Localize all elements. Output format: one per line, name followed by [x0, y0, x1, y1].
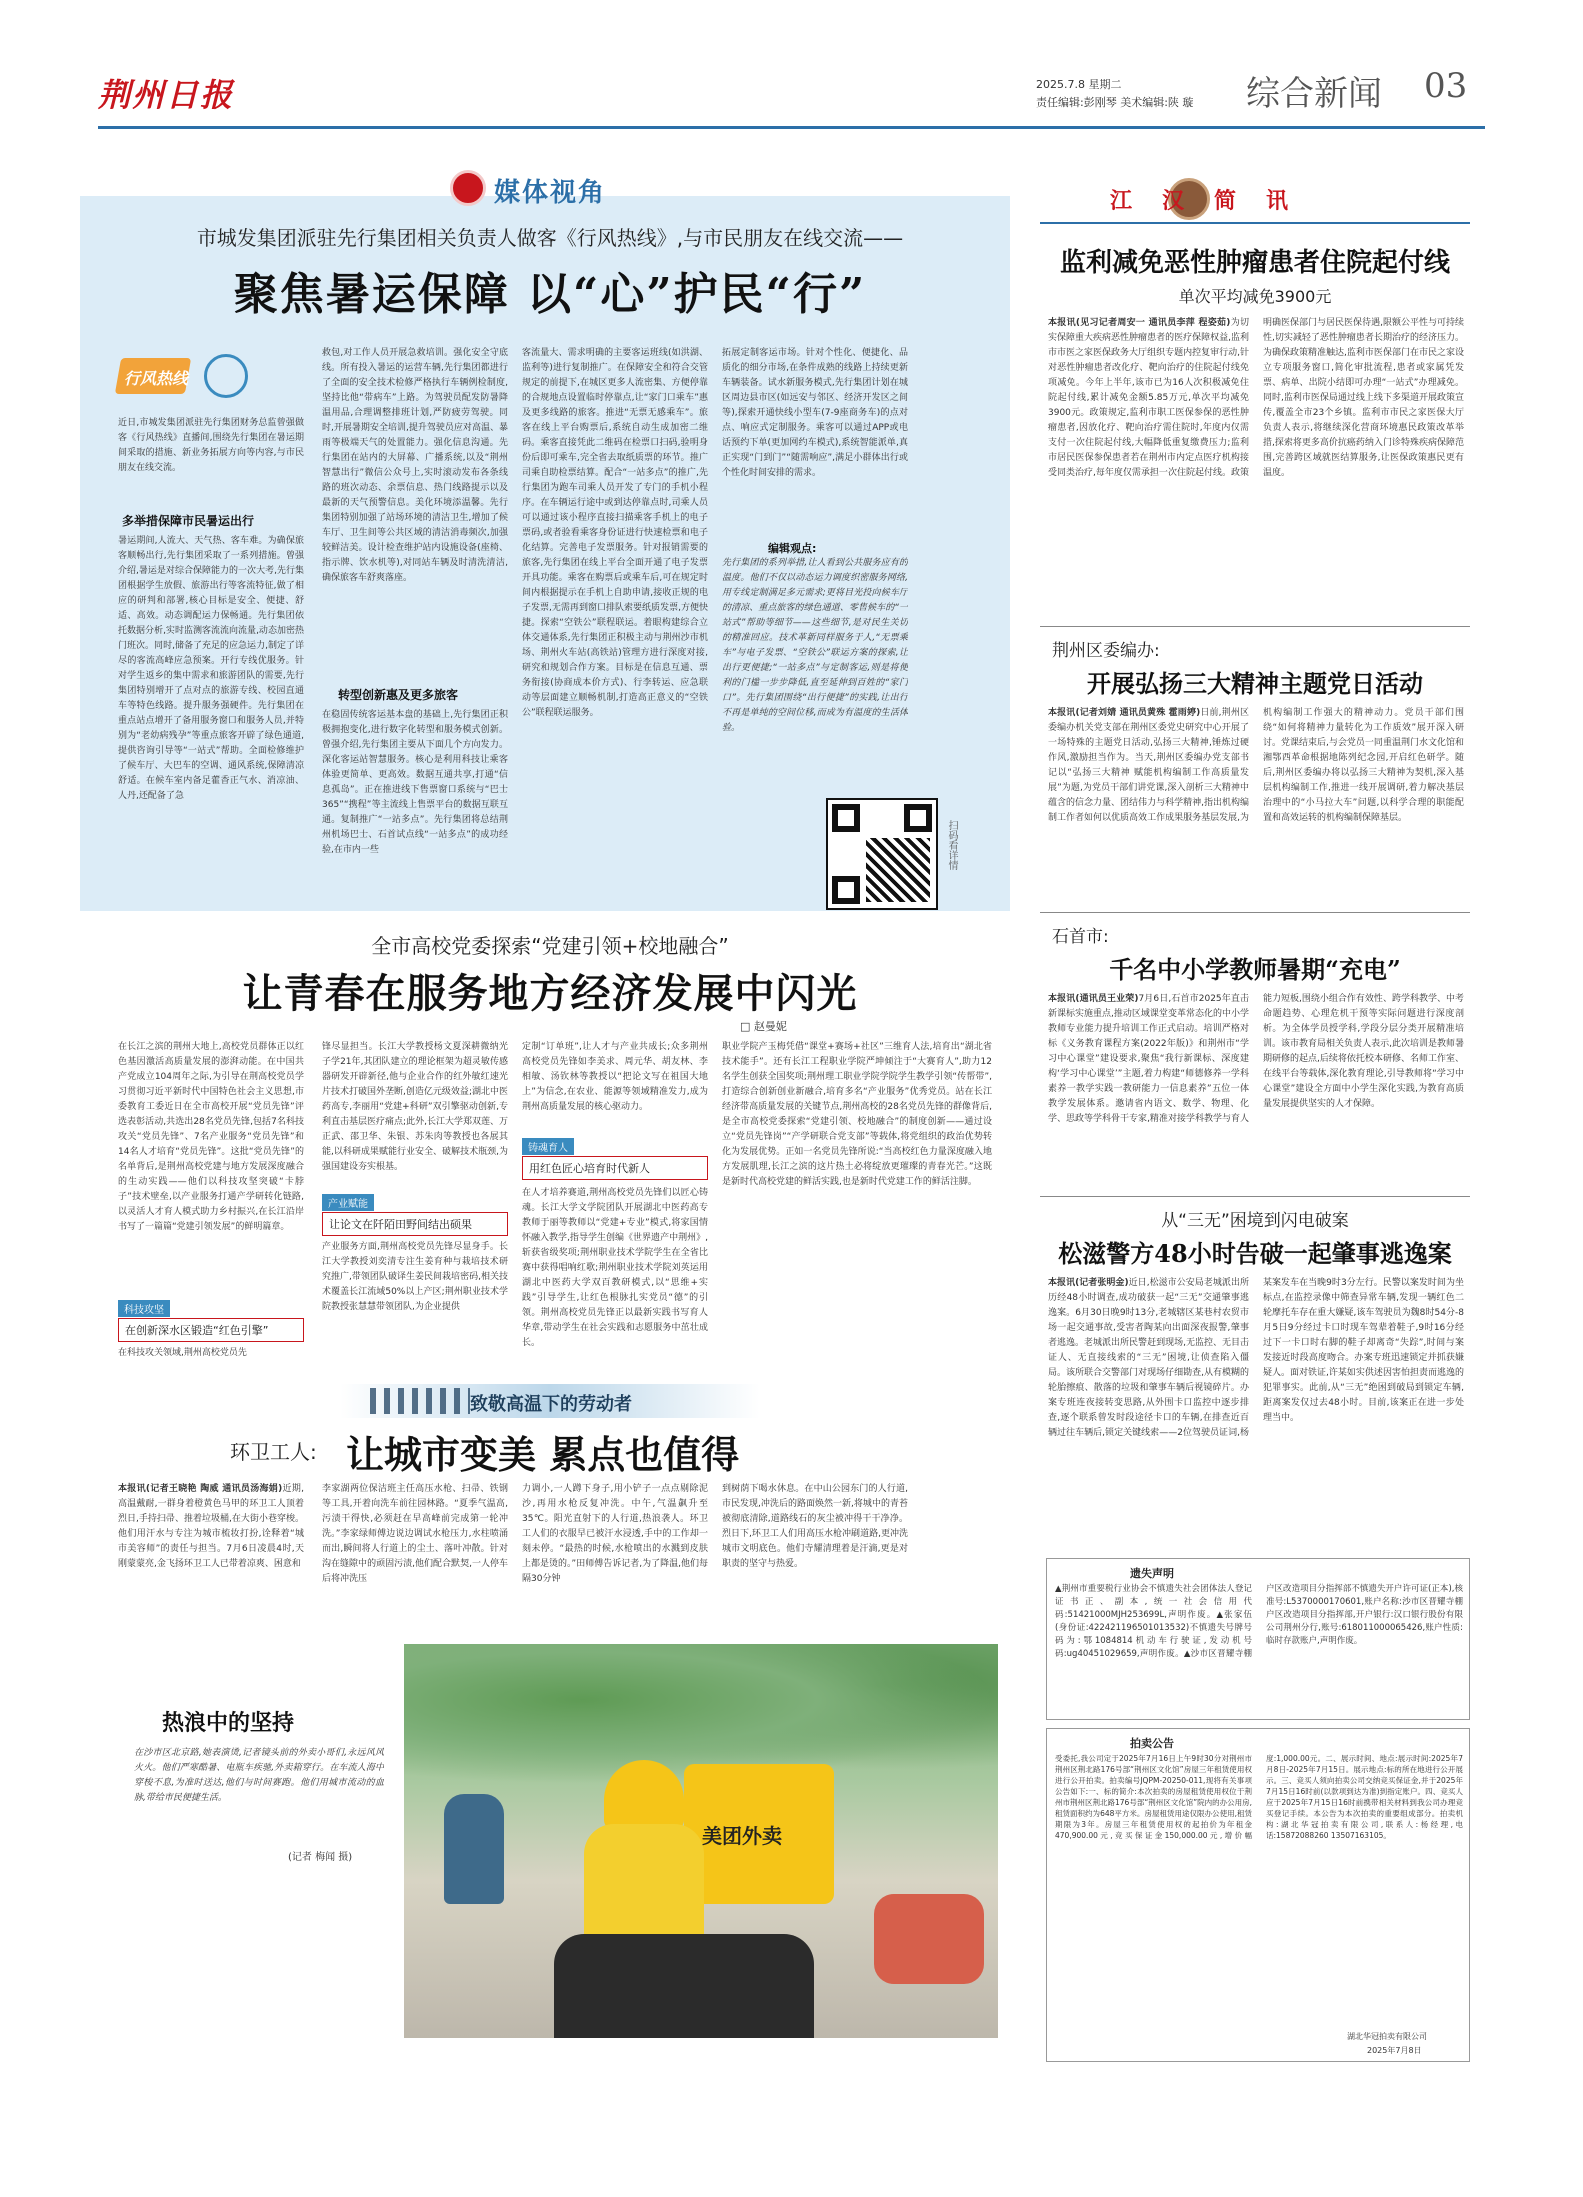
qr-caption: 扫码看详情	[946, 820, 957, 870]
media-col-3: 客流量大、需求明确的主要客运班线(如洪湖、监利等)进行复制推广。在保障安全和符合交管规定的前提下,在城区更多人流密集、方便停靠的合规地点设置临时停靠点,让“家门口乘车”惠及更多线路的旅客。推进“无票无感乘车”。旅客在线上平台购票后,系统自动生成加密二维码。乘客直接凭此二维码在检票口扫码,验明身份后即可乘车,完全省去取纸质票的环节。推广司乘自助检票结算。配合“一站多点”的推广,先行集团为跑车司乘人员开发了专门的手机小程序。在车辆运行途中或到达停靠点时,司乘人员可以通过该小程序直接扫描乘客手机上的电子票码,或者验看乘客身份证进行快速检票和电子化结算。完善电子发票服务。针对报销需要的旅客,先行集团在线上平台全面开通了电子发票开具功能。乘客在购票后或乘车后,可在规定时间内根据提示在手机上自助申请,接收正规的电子发票,无需再到窗口排队索要纸质发票,方便快捷。探索“空铁公”联程联运。着眼构建综合立体交通体系,先行集团正积极主动与荆州沙市机场、荆州火车站(高铁站)管理方进行深度对接,研究和规划合作方案。目标是在信息互通、票务衔接(协商成本价方式)、行李转运、应急联动等层面建立顺畅机制,打造高正意义的“空铁公”联程联运服务。	[522, 348, 708, 718]
youth-col-2b: 产业服务方面,荆州高校党员先锋尽显身手。长江大学教授刘奕清专注生姜育种与栽培技术研究推广,带领团队破译生姜民间栽培密码,相关技术覆盖长江流域50%以上产区;荆州职业技术学院教授张慧慧带领团队,为企业提供	[322, 1242, 508, 1312]
photo-title: 热浪中的坚持	[162, 1710, 295, 1736]
heat-banner-text: 致敬高温下的劳动者	[470, 1394, 632, 1415]
youth-col-4: 职业学院产玉梅凭借“课堂+赛场+社区”三维育人法,培育出“湖北省技术能手”。还有长江工程职业学院严坤倾注于“大赛育人”,助力12名学生创获全国奖项;荆州理工职业学院学院学生教学引领“传帮带”,打造综合创新创业新融合,培育多名“产业服务”优秀党员。站在长江经济带高质量发展的关键节点,荆州高校的28名党员先锋的群像背后,是全市高校党委探索“党建引领、校地融合”的制度创新——通过设立“党员先锋岗”“产学研联合党支部”等载体,将党组织的政治优势转化为发展优势。正如一名党员先锋所说:“当高校红色力量深度融入地方发展肌理,长江之滨的这片热土必将绽放更璀璨的青春光芒。”这既是新时代高校党建的鲜活实践,也是新时代党建工作的鲜活注脚。	[722, 1042, 992, 1187]
story4-title: 松滋警方48小时告破一起肇事逃逸案	[1058, 1239, 1452, 1268]
heat-col-3: 力调小,一人蹲下身子,用小铲子一点点剔除泥沙,再用水枪反复冲洗。中午,气温飙升至35℃。阳光直射下的人行道,热浪袭人。环卫工人们的衣服早已被汗水浸透,手中的工作却一刻未停。“最热的时候,水枪喷出的水溅到皮肤上都是烫的。”田师傅告诉记者,为了降温,他们每隔30分钟	[522, 1484, 708, 1584]
story1-text: 为切实保障重大疾病恶性肿瘤患者的医疗保障权益,监利市市医之家医保政务大厅组织专题内控复审行动,针对恶性肿瘤患者改化疗、靶向治疗的住院起付线免项减免。今年上半年,该市已为16人次积极减免住院起付线,累计减免金额5.85万元,单次平均减免3900元。政策规定,监利市职工医保参保的恶性肿瘤患者,因放化疗、靶向治疗需住院时,年度内仅需支付一次住院起付线,大幅降低重复缴费压力;监利市居民医保参保患者若在荆州市内定点医疗机构接受同类治疗,每年度仅需承担一次住院起付线。政策明确医保部门与居民医保待遇,限额公平性与可持续性,切实减轻了恶性肿瘤患者长期治疗的经济压力。为确保政策精准触达,监利市医保部门在市民之家设立专项服务窗口,简化审批流程,患者或家属凭发票、病单、出院小结即可办理“一站式”办理减免。同时,监利市医保局通过线上线下多渠道开展政策宣传,覆盖全市23个乡镇。监利市市民之家医保大厅负责人表示,将继续深化营商环境惠民政策改革举措,探索将更多高价抗癌药纳入门诊特殊疾病保障范围,完善跨区域就医结算服务,让医保政策惠民更有温度。	[1048, 318, 1464, 478]
story2-text: 日前,荆州区委编办机关党支部在荆州区委党史研究中心开展了一场特殊的主题党日活动,弘扬三大精神,锤炼过硬作风,激励担当作为。当天,荆州区委编办党支部书记以“弘扬三大精神 赋能机构编制工作高质量发展”为题,为党员干部们讲党课,深入剖析三大精神中蕴含的信念力量、团结伟力与科学精神,指出机构编制工作者如何以优质高效工作成果服务基层发展,为机构编制工作强大的精神动力。党员干部们围绕“如何将精神力量转化为工作质效”展开深入研讨。党课结束后,与会党员一同重温荆门水文化馆和湘鄂西革命根据地陈列纪念园,开启红色研学。随后,荆州区委编办将以弘扬三大精神为契机,深入基层机构编制工作,推进一线开展调研,着力解决基层治理中的“小马拉大车”问题,以科学合理的职能配置和高效运转的机构编制保障基层。	[1048, 708, 1464, 823]
youth-box-3: 用红色匠心培育时代新人	[522, 1156, 708, 1180]
focus-badge-icon	[204, 354, 248, 398]
youth-title: 让青春在服务地方经济发展中闪光	[242, 970, 858, 1017]
youth-col-1: 在长江之滨的荆州大地上,高校党员群体正以红色基因激活高质量发展的澎湃动能。在中国共产党成立104周年之际,为引导在荆高校党员学习贯彻习近平新时代中国特色社会主义思想,市委教育工委近日在全市高校开展“党员先锋”评选表彰活动,共选出28名党员先锋,包括7名科技攻关“党员先锋”、7名产业服务“党员先锋”和14名人才培育“党员先锋”。这批“党员先锋”的名单背后,是荆州高校党建与地方发展深度融合的生动实践——他们以科技攻坚突破“卡脖子”技术壁垒,以产业服务打通产学研转化链路,以灵活人才育人模式助力乡村振兴,在长江沿岸书写了一篇篇“党建引领发展”的鲜明篇章。	[118, 1042, 304, 1232]
heat-title: 让城市变美 累点也值得	[346, 1432, 740, 1477]
youth-byline: □ 赵曼妮	[740, 1020, 787, 1033]
media-col-2b: 在稳固传统客运基本盘的基础上,先行集团正积极拥抱变化,进行数字化转型和服务模式创新。曾强介绍,先行集团主要从下面几个方向发力。深化客运站智慧服务。核心是利用科技让乘客体验更简单、更高效。数据互通共享,打通“信息孤岛”。正在推进线下售票窗口系统与“巴士365”“携程”等主流线上售票平台的数据互联互通。复制推广“一站多点”。先行集团将总结荆州机场巴士、石首试点线“一站多点”的成功经验,在市内一些	[322, 710, 508, 855]
page-number: 03	[1424, 66, 1468, 106]
story1-title: 监利减免恶性肿瘤患者住院起付线	[1059, 248, 1450, 278]
media-col-4: 拓展定制客运市场。针对个性化、便捷化、品质化的细分市场,在条件成熟的线路上持续更新车辆装备。试水新服务模式,先行集团计划在城区周边县市区(如远安与邻区、经济开发区之间等),探索开通快线小型车(7-9座商务车)的点对点、响应式定制服务。乘客可以通过APP或电话预约下单(更加网约车模式),系统智能派单,真正实现“门到门”“随需响应”,满足小群体出行或个性化时间安排的需求。	[722, 348, 908, 478]
story1-subtitle: 单次平均减免3900元	[1178, 287, 1332, 306]
editors: 责任编辑:彭刚琴 美术编辑:陕 璇	[1036, 96, 1194, 109]
story1-body	[1048, 316, 1464, 616]
heat-kicker: 环卫工人:	[230, 1440, 317, 1464]
auction-notice-date: 2025年7月8日	[1367, 2046, 1422, 2055]
youth-tag-2-label: 产业赋能	[322, 1194, 374, 1211]
media-subhead-1: 多举措保障市民暑运出行	[122, 514, 255, 528]
media-col-2: 救包,对工作人员开展急救培训。强化安全守底线。所有投入暑运的运营车辆,先行集团都进行了全面的安全技术检修严格执行车辆例检制度,坚持比他“带病车”上路。为驾驶员配发防暑降温用品,合理调整排班计划,严防疲劳驾驶。同时,开展暑期安全培训,提升驾驶员应对高温、暴雨等极端天气的处置能力。强化信息沟通。先行集团在站内的大屏幕、广播系统,以及“荆州智慧出行”微信公众号上,实时滚动发布各条线路的班次动态、余票信息、热门线路提示以及最新的天气预警信息。美化环境添温馨。先行集团特别加强了站场环境的清洁卫生,增加了候车厅、卫生间等公共区域的清洁消毒频次,加强较鲜洁美。设计检查维护站内设施设备(座椅、指示牌、饮水机等),对同站车辆及时清洗清洁,确保旅客车舒爽落座。	[322, 348, 508, 583]
heat-byline-col	[118, 1482, 304, 1632]
editor-comment-title: 编辑观点:	[768, 542, 817, 555]
issue-date: 2025.7.8 星期二	[1036, 78, 1122, 91]
photo-caption: 在沙市区北京路,她表演烫,记者镜头前的外卖小哥们,永远风风火火。他们严寒酷暑、电瓶车疾驰,外卖箱穿行。在车流人海中穿梭不息,为准时送达,他们与时间赛跑。他们用城市流动的血脉,带给市民便捷生活。	[134, 1748, 384, 1803]
photo-feature	[118, 1644, 998, 2038]
youth-tag-3-label: 铸魂育人	[522, 1138, 574, 1155]
story4-text: 近日,松滋市公安局老城派出所历经48小时调查,成功破获一起“三无”交通肇事逃逸案。6月30日晚9时13分,老城辖区某巷村农贸市场一起交通事故,受害者陶某向出面深夜报警,肇事者逃逸。老城派出所民警赶到现场,无监控、无目击证人、无直接线索的“三无”困境,让侦查陷入僵局。该所联合交警部门对现场仔细勘查,从有模糊的轮胎擦痕、散落的垃圾和肇事车辆后视镜碎片。办案专班连夜接转变思路,从外围卡口监控中逐步排查,逐个联系曾发时段途径卡口的车辆,在排查近百辆过往车辆后,锁定关键线索——2位驾驶员证词,杨某案发车在当晚9时3分左行。民警以案发时间为坐标点,在监控录像中筛查异常车辆,发现一辆红色二轮摩托车存在重大嫌疑,该车驾驶员为魏8时54分-8月5日9分经过卡口时现车驾辈着鞋子,9时16分经过下一卡口时右脚的鞋子却离奇“失踪”,时间与案发接近时段高度吻合。办案专班迅速锁定并抓获嫌疑人。面对铁证,许某如实供述因害怕担责而逃逸的犯罪事实。此前,从“三无”绝困到破局到锁定车辆,距离案发仅过去48小时。目前,该案正在进一步处理当中。	[1048, 1278, 1464, 1438]
qr-pattern	[866, 838, 930, 902]
jianghan-banner	[1040, 178, 1460, 224]
delivery-rider-photo	[404, 1644, 998, 2038]
background-rider	[444, 1794, 504, 1904]
heat-col-1: 近期,高温戴耐,一群身着橙黄色马甲的环卫工人顶着烈日,手持扫帚、推着垃圾桶,在大街小巷穿梭。他们用汗水与专注为城市梳妆打扮,诠释着“城市美容师”的责任与担当。7月6日凌晨4时,天刚蒙蒙亮,金飞扬环卫工人已带着凉爽、困意和	[118, 1484, 304, 1569]
auction-notice-title: 拍卖公告	[1130, 1737, 1174, 1750]
story3-title: 千名中小学教师暑期“充电”	[1109, 955, 1401, 984]
jianghan-rule	[1040, 222, 1470, 224]
youth-tag-1-label: 科技攻坚	[118, 1300, 170, 1317]
hotline-logo-text: 行风热线	[124, 369, 189, 388]
media-kicker: 市城发集团派驻先行集团相关负责人做客《行风热线》,与市民朋友在线交流——	[196, 226, 904, 250]
youth-box-1: 在创新深水区锻造“红色引擎”	[118, 1318, 304, 1342]
rider-helmet	[604, 1760, 684, 1830]
media-col-1: 暑运期间,人流大、天气热、客车难。为确保旅客顺畅出行,先行集团采取了一系列措施。曾强介绍,暑运是对综合保障能力的一次大考,先行集团根据学生放假、旅游出行等客流特征,做了相应的研判和部署,核心目标是安全、便捷、舒适、高效。动态调配运力保畅通。先行集团依托数据分析,实时监测客流流向流量,动态加密热门班次。同时,储备了充足的应急运力,制定了详尽的客流高峰应急预案。开行专线优服务。针对学生返乡的集中需求和旅游团队的需要,先行集团特别增开了点对点的旅游专线、校园直通车等特色线路。提升服务强硬件。先行集团在重点站点增开了备用服务窗口和服务人员,并特别为“老幼病残孕”等重点旅客开辟了绿色通道,提供咨询引导等“一站式”帮助。全面检修维护了候车厅、大巴车的空调、通风系统,保障清凉舒适。在候车室内备足藿香正气水、消凉油、人丹,还配备了急	[118, 536, 304, 801]
media-banner	[450, 168, 670, 208]
editor-comment: 先行集团的系列举措,让人看到公共服务应有的温度。他们不仅以动态运力调度织密服务网络,用专线定制满足多元需求;更将目光投向候车厅的清凉、重点旅客的绿色通道、零售候车的“一站式”帮助等细节——这些细节,是对民生关切的精准回应。技术革新同样服务于人,“无票乘车”与电子发票、“空铁公”联运方案的探索,让出行更便捷;“一站多点”与定制客运,则是将便利的门槛一步步降低,直至延伸到百姓的“家门口”。先行集团围绕“出行便捷”的实践,让出行不再是单纯的空间位移,而成为有温度的生活体验。	[722, 558, 908, 733]
story3-divider	[1040, 1196, 1470, 1197]
youth-tag-1	[118, 1298, 170, 1317]
youth-col-2: 锋尽显担当。长江大学教授杨文夏深耕微纳光子学21年,其团队建立的理论框架为超灵敏传感器研发开辟新径,他与企业合作的红外敏红速光片技术打破国外垄断,创造亿元级效益;湖北中医药高专,李丽用“党建+科研”双引擎驱动创新,专利直击基层医疗痛点;此外,长江大学郑双莲、万正武、邵卫华、朱银、苏朱肉等教授也各展其能,以科研成果赋能行业安全、破解技术瓶颈,为强国建设夯实根基。	[322, 1042, 508, 1172]
banner-silhouette-icon	[370, 1388, 470, 1414]
auction-notice-footer: 湖北华冠拍卖有限公司	[1347, 2032, 1427, 2041]
youth-col-3b: 在人才培养赛道,荆州高校党员先锋们以匠心铸魂。长江大学文学院团队开展湖北中医药高专教师于丽等教师以“党建+专业”模式,将家国情怀融入教学,指导学生创编《世界遗产中荆州》,斩获省级奖项;荆州职业技术学院学生在全省比赛中获得唱响红歌;荆州职业技术学院刘英运用湖北中医药大学双百教研模式,以“思维+实践”引导学生,让红色根脉扎实党员“德”的引领。荆州高校党员先锋正以最新实践书写育人华章,带动学生在社会实践和志愿服务中茁壮成长。	[522, 1188, 708, 1348]
section-title: 综合新闻	[1246, 74, 1382, 114]
masthead	[0, 0, 1583, 138]
media-lead: 近日,市城发集团派驻先行集团财务总监曾强做客《行风热线》直播间,围绕先行集团在暑运期间采取的措施、新业务拓展方向等内容,与市民朋友在线交流。	[118, 418, 304, 473]
youth-kicker: 全市高校党委探索“党建引领+校地融合”	[371, 934, 729, 958]
banner-text: 媒体视角	[494, 178, 607, 208]
youth-tag-3	[522, 1136, 574, 1155]
hotline-logo	[118, 352, 268, 404]
youth-tag-2	[322, 1192, 374, 1211]
newspaper-logo: 荆州日报	[98, 76, 235, 114]
story3-body	[1048, 992, 1464, 1188]
qr-corner-icon	[904, 804, 932, 832]
masthead-rule	[98, 126, 1485, 129]
jianghan-banner-text: 江汉简讯	[1110, 188, 1319, 214]
youth-box-2: 让论文在阡陌田野间结出硕果	[322, 1212, 508, 1236]
auction-notice-text: 受委托,我公司定于2025年7月16日上午9时30分对荆州市荆州区荆北路176号部“荆州区文化馆”房屋三年租赁使用权进行公开拍卖。拍卖编号JQPM-20250-011,现将有关事项公告如下:一、标的简介:本次拍卖的房屋租赁使用权位于荆州市荆州区荆北路176号部“荆州区文化馆”院内的办公用房,租赁面积约为648平方米。房屋租赁用途仅限办公使用,租赁期限为3年。房屋三年租赁使用权的起拍价为年租金470,900.00元,竞买保证金150,000.00元,增价幅度:1,000.00元。二、展示时间、地点:展示时间:2025年7月8日-2025年7月15日。展示地点:标的所在地进行公开展示。三、竞买人须向拍卖公司交纳竞买保证金,并于2025年7月15日16时前(以款项到达为准)到指定账户。四、竞买人应于2025年7月15日16时前携带相关材料到我公司办理竞买登记手续。本公告为本次拍卖的重要组成部分。拍卖机构:湖北华冠拍卖有限公司,联系人:杨经理,电话:15872088260 13507163105。	[1055, 1754, 1463, 1840]
media-subhead-2: 转型创新惠及更多旅客	[338, 688, 459, 702]
loss-notice	[1046, 1558, 1470, 1720]
story2-byline: 本报讯(记者刘婧 通讯员黄殊 霍雨婷)	[1048, 708, 1201, 718]
story1-byline: 本报讯(见习记者周安一 通讯员李萍 程姿茹)	[1048, 318, 1231, 328]
media-title: 聚焦暑运保障 以“心”护民“行”	[233, 269, 867, 320]
qr-corner-icon	[832, 876, 860, 904]
delivery-box-label: 美团外卖	[702, 1824, 782, 1848]
auction-notice	[1046, 1728, 1470, 2062]
loss-notice-title: 遗失声明	[1130, 1567, 1174, 1580]
parked-scooter	[874, 1894, 984, 1984]
qr-corner-icon	[832, 804, 860, 832]
scooter-body	[554, 1934, 814, 2038]
heat-col-2: 李家湖两位保洁班主任高压水枪、扫帚、铁钢等工具,开着向洗车前往园林路。“夏季气温高,污渍干得快,必须赶在早高峰前完成第一轮冲洗。”李家绿师傅边说边调试水枪压力,水柱喷涌而出,瞬间将人行道上的尘土、落叶冲散。针对沟在缝隙中的顽固污渍,他们配合默契,一人停车后将冲洗压	[322, 1484, 508, 1584]
heat-banner	[340, 1384, 760, 1418]
youth-col-3: 定制“订单班”,让人才与产业共成长;众多荆州高校党员先锋如李美求、周元华、胡友林、李相敏、汤钦林等教授以“把论文写在祖国大地上”为信念,在农业、能源等领域精准发力,成为荆州高质量发展的核心驱动力。	[522, 1042, 708, 1112]
heat-byline: 本报讯(记者王晓艳 陶威 通讯员汤海娟)	[118, 1484, 283, 1494]
story4-byline: 本报讯(记者张明金)	[1048, 1278, 1129, 1288]
loss-notice-text: ▲荆州市重要税行业协会不慎遗失社会团体法人登记证书正、副本,统一社会信用代码:51421000MJH253699L,声明作废。▲张家伍(身份证:422421196501013532)不慎遗失号牌号码为:鄂1084814机动车行驶证,发动机号码:ug40451029659,声明作废。▲沙市区晋耀寺棚户区改造项目分指挥部不慎遗失开户许可证(正本),核准号:L5370000170601,账户名称:沙市区晋耀寺棚户区改造项目分指挥部,开户银行:汉口银行股份有限公司荆州分行,账号:618011000065426,账户性质:临时存款账户,声明作废。	[1055, 1584, 1463, 1659]
story3-kicker: 石首市:	[1052, 927, 1109, 947]
story1-divider	[1040, 626, 1470, 627]
story4-kicker: 从“三无”困境到闪电破案	[1161, 1211, 1349, 1231]
story2-title: 开展弘扬三大精神主题党日活动	[1087, 669, 1423, 698]
story2-divider	[1040, 912, 1470, 913]
youth-col-1b: 在科技攻关领域,荆州高校党员先	[118, 1348, 247, 1358]
banner-emblem-icon	[450, 170, 486, 206]
photo-credit: (记者 梅闻 摄)	[288, 1852, 353, 1863]
story3-byline: 本报讯(通讯员王业荣)	[1048, 994, 1139, 1004]
story4-body	[1048, 1276, 1464, 1538]
story2-kicker: 荆州区委编办:	[1052, 641, 1160, 661]
story3-text: 7月6日,石首市2025年直击新课标实施重点,推动区域课堂变革常态化的中小学教师专业能力提升培训工作正式启动。培训严格对标《义务教育课程方案(2022年版)》和荆州市“学习中心课堂”建设要求,聚焦“我行新课标、深度建构‘学习中心课堂’”主题,着力构建“师德修养一学科素养一教学实践一教研能力一信息素养”五位一体教学发展体系。邀请省内语文、数学、物理、化学、思政等学科骨干专家,精准对接学科教学与育人能力短板,围绕小组合作有效性、跨学科教学、中考命题趋势、心理危机干预等实际问题进行深度剖析。为全体学员授学科,学段分层分类开展精准培训。该市教育局相关负责人表示,此次培训是教师暑期研修的起点,后续将依托校本研修、名师工作室、在线平台等载体,深化教育理论,引导教师将“学习中心课堂”建设全方面中小学生深化实践,为教育高质量发展提供坚实的人才保障。	[1048, 994, 1464, 1124]
story2-body	[1048, 706, 1464, 902]
tree-shape	[404, 1644, 998, 1784]
delivery-box	[684, 1764, 834, 1904]
heat-col-4: 到树荫下喝水休息。在中山公园东门的人行道,市民发现,冲洗后的路面焕然一新,将城中的青苔被彻底清除,道路线石的灰尘被冲得干干净净。烈日下,环卫工人们用高压水枪冲刷道路,更冲洗城市文明底色。他们寺耀清理着是汗滴,更是对职责的坚守与热爱。	[722, 1484, 908, 1569]
qr-code[interactable]	[826, 798, 938, 910]
